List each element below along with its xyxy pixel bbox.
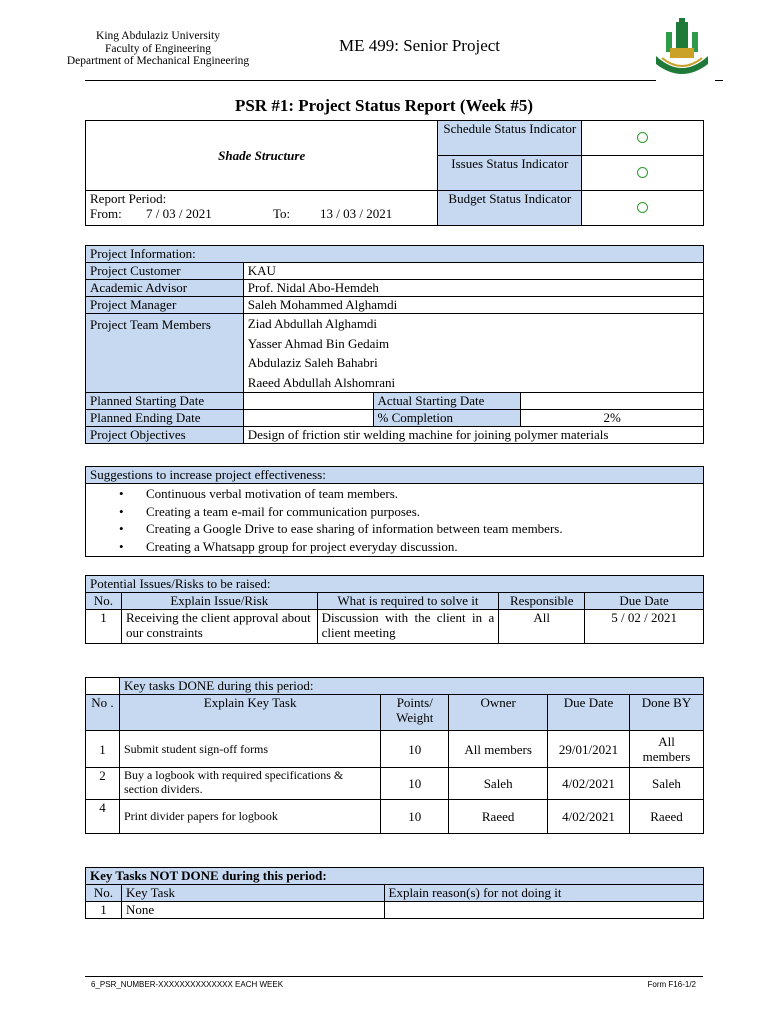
from-label: From:: [90, 206, 122, 221]
not-done-tasks-table: [85, 867, 704, 919]
table-row: [86, 610, 704, 644]
header-rule: [85, 80, 656, 81]
university-name: King Abdulaziz University: [96, 30, 220, 42]
col-header: Points/ Weight: [381, 695, 449, 731]
schedule-status-circle-icon: [637, 132, 648, 143]
col-header: Explain reason(s) for not doing it: [384, 885, 704, 902]
suggestions-heading: Suggestions to increase project effectiveness:: [86, 467, 704, 484]
team-member: Abdulaziz Saleh Bahabri: [247, 355, 378, 370]
actual-start-value: [521, 393, 704, 410]
task-owner: Raeed: [449, 800, 548, 834]
col-header: Due Date: [548, 695, 630, 731]
manager-value: Saleh Mohammed Alghamdi: [243, 297, 703, 314]
table-row: [86, 731, 704, 768]
budget-status-cell: [582, 191, 704, 226]
task-no: 1: [86, 731, 120, 768]
task-text: Buy a logbook with required specifications & section dividers.: [119, 768, 380, 800]
course-title: ME 499: Senior Project: [339, 36, 501, 55]
completion-label: % Completion: [373, 410, 521, 427]
list-item: • Creating a Google Drive to ease sharing of information between team members.: [146, 520, 699, 538]
col-header: What is required to solve it: [317, 593, 499, 610]
not-done-heading: Key Tasks NOT DONE during this period:: [86, 868, 704, 885]
done-heading: Key tasks DONE during this period:: [119, 678, 703, 695]
suggestions-list-cell: [86, 484, 704, 557]
planned-start-label: Planned Starting Date: [86, 393, 244, 410]
col-header: No.: [86, 885, 122, 902]
faculty-name: Faculty of Engineering: [104, 42, 212, 55]
task-owner: Saleh: [449, 768, 548, 800]
col-header: Responsible: [499, 593, 585, 610]
list-item: • Creating a Whatsapp group for project everyday discussion.: [146, 538, 699, 556]
col-header: Owner: [449, 695, 548, 731]
team-label: Project Team Members: [86, 314, 244, 393]
issues-table: [85, 575, 704, 644]
planned-end-label: Planned Ending Date: [86, 410, 244, 427]
schedule-status-cell: [582, 121, 704, 156]
table-row: [86, 902, 704, 919]
done-tasks-table: [85, 677, 704, 834]
objectives-label: Project Objectives: [86, 427, 244, 444]
task-due-date: 4/02/2021: [548, 800, 630, 834]
budget-status-circle-icon: [637, 202, 648, 213]
task-due-date: 4/02/2021: [548, 768, 630, 800]
kau-logo-icon: [654, 18, 710, 80]
suggestions-list: [90, 485, 699, 555]
table-row: [86, 800, 704, 834]
project-name: Shade Structure: [86, 121, 438, 191]
suggestions-table: [85, 466, 704, 557]
col-header: No.: [86, 593, 122, 610]
list-item: • Creating a team e-mail for communication purposes.: [146, 503, 699, 521]
status-table: [85, 120, 704, 226]
customer-value: KAU: [243, 263, 703, 280]
issues-status-circle-icon: [637, 167, 648, 178]
task-points: 10: [381, 800, 449, 834]
issue-due-date: 5 / 02 / 2021: [585, 610, 704, 644]
planned-end-value: [243, 410, 373, 427]
col-header: Done BY: [630, 695, 704, 731]
task-no: 2: [86, 768, 120, 800]
footer-left: 6_PSR_NUMBER-XXXXXXXXXXXXXX EACH WEEK: [91, 980, 284, 989]
team-member: Yasser Ahmad Bin Gedaim: [247, 335, 390, 351]
task-done-by: All members: [630, 731, 704, 768]
team-member: Raeed Abdullah Alshomrani: [247, 374, 396, 390]
team-members: [243, 314, 703, 393]
planned-start-value: [243, 393, 373, 410]
university-block: [40, 30, 276, 68]
col-header: No .: [86, 695, 120, 731]
task-owner: All members: [449, 731, 548, 768]
task-text: Print divider papers for logbook: [119, 800, 380, 834]
schedule-indicator-label: Schedule Status Indicator: [438, 121, 582, 156]
task-due-date: 29/01/2021: [548, 731, 630, 768]
table-row: [86, 768, 704, 800]
task-points: 10: [381, 731, 449, 768]
task-done-by: Saleh: [630, 768, 704, 800]
advisor-label: Academic Advisor: [86, 280, 244, 297]
to-date: 13 / 03 / 2021: [320, 206, 393, 221]
done-heading-spacer: [86, 678, 120, 695]
issue-responsible: All: [499, 610, 585, 644]
not-done-task: None: [121, 902, 384, 919]
not-done-no: 1: [86, 902, 122, 919]
completion-value: 2%: [521, 410, 704, 427]
issues-heading: Potential Issues/Risks to be raised:: [86, 576, 704, 593]
department-name: Department of Mechanical Engineering: [66, 55, 250, 67]
report-title: PSR #1: Project Status Report (Week #5): [234, 96, 534, 115]
project-info-heading: Project Information:: [86, 246, 704, 263]
list-item: • Continuous verbal motivation of team members.: [146, 485, 699, 503]
issue-no: 1: [86, 610, 122, 644]
issue-text: Receiving the client approval about our constraints: [121, 610, 317, 644]
customer-label: Project Customer: [86, 263, 244, 280]
issues-indicator-label: Issues Status Indicator: [438, 156, 582, 191]
task-points: 10: [381, 768, 449, 800]
actual-start-label: Actual Starting Date: [373, 393, 521, 410]
not-done-reason: [384, 902, 704, 919]
col-header: Explain Key Task: [119, 695, 380, 731]
footer-form-number: Form F16-1/2: [647, 980, 696, 989]
team-member: Ziad Abdullah Alghamdi: [247, 316, 378, 331]
manager-label: Project Manager: [86, 297, 244, 314]
task-text: Submit student sign-off forms: [119, 731, 380, 768]
footer-rule: [85, 976, 703, 977]
advisor-value: Prof. Nidal Abo-Hemdeh: [243, 280, 703, 297]
task-done-by: Raeed: [630, 800, 704, 834]
issue-solution: Discussion with the client in a client meeting: [317, 610, 499, 644]
to-label: To:: [273, 206, 291, 221]
objectives-value: Design of friction stir welding machine for joining polymer materials: [243, 427, 703, 444]
from-date: 7 / 03 / 2021: [146, 206, 212, 221]
col-header: Key Task: [121, 885, 384, 902]
issues-status-cell: [582, 156, 704, 191]
col-header: Explain Issue/Risk: [121, 593, 317, 610]
header-rule-right: [715, 80, 723, 81]
budget-indicator-label: Budget Status Indicator: [438, 191, 582, 226]
project-info-table: [85, 245, 704, 444]
report-period-label: Report Period:: [90, 191, 167, 206]
report-period-cell: [86, 191, 438, 226]
task-no: 4: [86, 800, 120, 834]
col-header: Due Date: [585, 593, 704, 610]
